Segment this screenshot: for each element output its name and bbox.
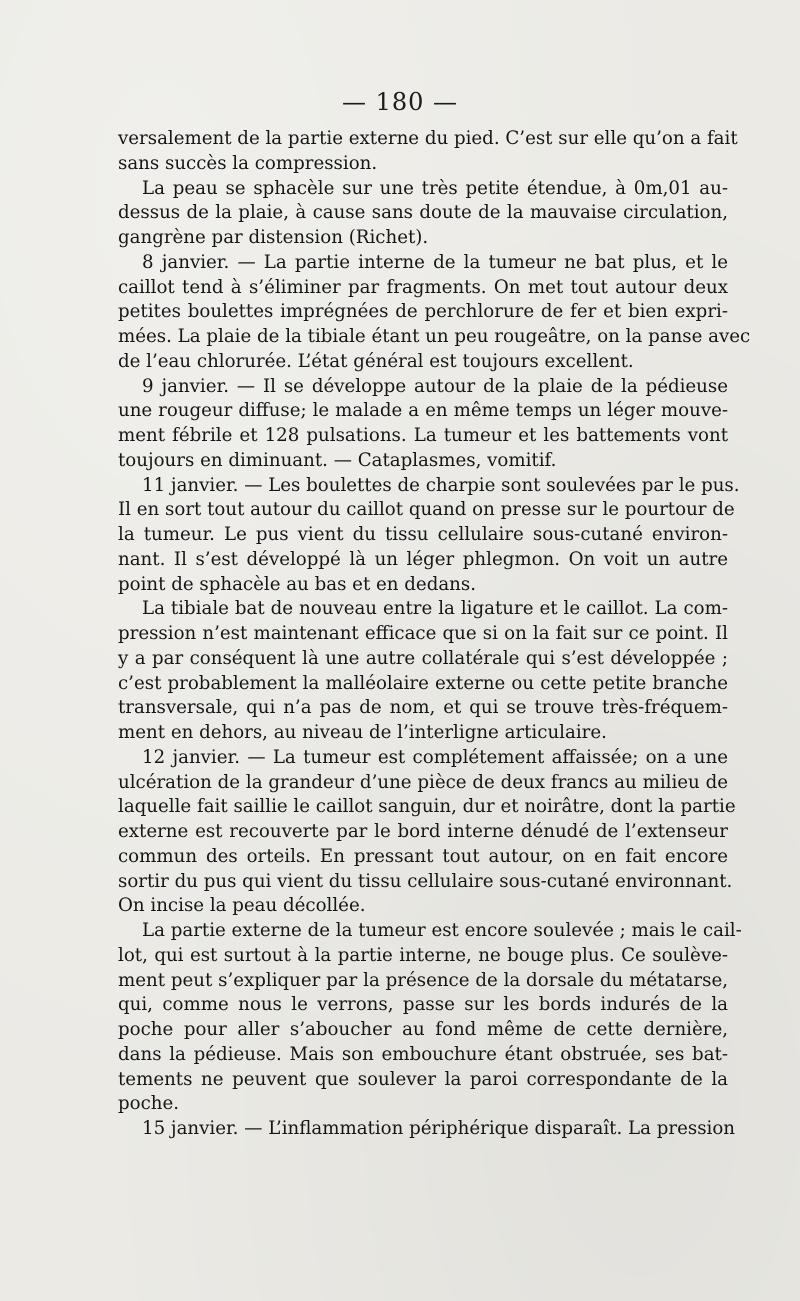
text-line: tements ne peuvent que soulever la paroi correspondante de la	[118, 1068, 728, 1090]
text-line: La tibiale bat de nouveau entre la ligature et le caillot. La com-	[142, 598, 728, 620]
text-line: La peau se sphacèle sur une très petite étendue, à 0m,01 au-	[142, 177, 728, 199]
text-line: c’est probablement la malléolaire externe ou cette petite branche	[118, 672, 728, 694]
text-line: toujours en diminuant. — Cataplasmes, vomitif.	[118, 449, 557, 471]
text-line: ulcération de la grandeur d’une pièce de deux francs au milieu de	[118, 771, 728, 793]
text-line: lot, qui est surtout à la partie interne, ne bouge plus. Ce soulève-	[118, 944, 728, 966]
text-line: externe est recouverte par le bord interne dénudé de l’extenseur	[118, 821, 728, 842]
text-line: la tumeur. Le pus vient du tissu cellulaire sous-cutané environ-	[118, 524, 728, 545]
text-line: La partie externe de la tumeur est encore soulevée ; mais le cail-	[142, 920, 742, 941]
text-line: ment fébrile et 128 pulsations. La tumeur et les battements vont	[118, 425, 728, 446]
text-line: une rougeur diffuse; le malade a en même temps un léger mouve-	[118, 400, 728, 422]
text-line: y a par conséquent là une autre collatérale qui s’est développée ;	[118, 647, 728, 669]
text-line: mées. La plaie de la tibiale étant un peu rougeâtre, on la panse avec	[118, 326, 751, 347]
text-line: sortir du pus qui vient du tissu cellulaire sous-cutané environnant.	[118, 870, 733, 892]
text-line: On incise la peau décollée.	[118, 895, 366, 917]
text-line: Il en sort tout autour du caillot quand on presse sur le pourtour de	[118, 499, 735, 521]
text-line: 11 janvier. — Les boulettes de charpie sont soulevées par le pus.	[142, 474, 740, 496]
text-line: poche.	[118, 1093, 180, 1115]
text-line: petites boulettes imprégnées de perchlorure de fer et bien expri-	[118, 301, 728, 323]
text-line: gangrène par distension (Richet).	[118, 227, 429, 248]
text-line: commun des orteils. En pressant tout autour, on en fait encore	[118, 845, 728, 867]
text-line: versalement de la partie externe du pied. C’est sur elle qu’on a fait	[118, 128, 738, 149]
text-line: 12 janvier. — La tumeur est complétement affaissée; on a une	[142, 746, 728, 768]
text-line: pression n’est maintenant efficace que si on la fait sur ce point. Il	[118, 623, 728, 644]
text-line: poche pour aller s’aboucher au fond même de cette dernière,	[118, 1019, 728, 1040]
text-line: laquelle fait saillie le caillot sanguin, dur et noirâtre, dont la partie	[118, 796, 736, 818]
text-line: sans succès la compression.	[118, 152, 378, 174]
text-line: 15 janvier. — L’inflammation périphérique disparaît. La pression	[142, 1118, 736, 1139]
text-line: ment peut s’expliquer par la présence de la dorsale du métatarse,	[118, 969, 728, 991]
text-line: transversale, qui n’a pas de nom, et qui se trouve très-fréquem-	[118, 697, 728, 719]
text-line: qui, comme nous le verrons, passe sur les bords indurés de la	[118, 994, 728, 1016]
text-line: dans la pédieuse. Mais son embouchure étant obstruée, ses bat-	[118, 1043, 728, 1065]
text-line: ment en dehors, au niveau de l’interligne articulaire.	[118, 722, 607, 743]
text-line: dessus de la plaie, à cause sans doute de la mauvaise circulation,	[118, 202, 728, 224]
text-line: point de sphacèle au bas et en dedans.	[118, 573, 477, 595]
text-line: de l’eau chlorurée. L’état général est toujours excellent.	[118, 350, 634, 372]
body-text	[118, 127, 751, 1142]
text-line: 9 janvier. — Il se développe autour de la plaie de la pédieuse	[142, 375, 728, 397]
text-line: nant. Il s’est développé là un léger phlegmon. On voit un autre	[118, 548, 728, 570]
page-number: — 180 —	[341, 88, 459, 116]
text-line: 8 janvier. — La partie interne de la tumeur ne bat plus, et le	[142, 251, 728, 273]
text-line: caillot tend à s’éliminer par fragments. On met tout autour deux	[118, 276, 728, 298]
